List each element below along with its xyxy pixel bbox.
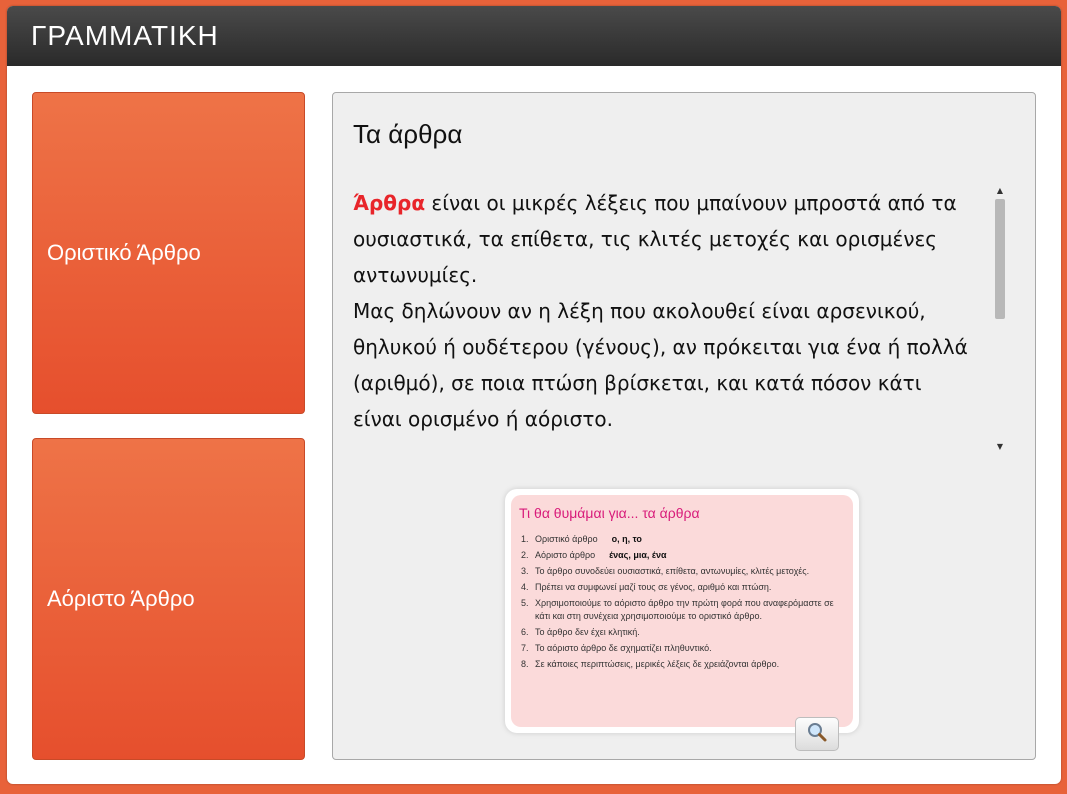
summary-item-number: 7. <box>521 643 529 653</box>
summary-list-item <box>521 597 847 623</box>
content-title: Τα άρθρα <box>353 119 463 149</box>
summary-card-title: Τι θα θυμάμαι για... τα άρθρα <box>519 505 700 521</box>
highlight-word: Άρθρα <box>353 191 426 215</box>
summary-item-text <box>535 581 771 594</box>
summary-item-label: Πρέπει να συμφωνεί μαζί τους σε γένος, αριθμό και πτώση. <box>535 582 772 592</box>
article-text-area[interactable] <box>353 185 973 455</box>
summary-item-text <box>535 597 847 623</box>
content-panel <box>332 92 1036 760</box>
summary-item-label: Αόριστο άρθρο <box>535 550 596 560</box>
summary-item-label: Το άρθρο δεν έχει κλητική. <box>535 627 640 637</box>
magnifier-icon <box>806 721 828 747</box>
header-bar <box>7 6 1061 66</box>
summary-list-item <box>521 658 847 671</box>
paragraph-1-text: είναι οι μικρές λέξεις που μπαίνουν μπροστά από τα ουσιαστικά, τα επίθετα, τις κλιτές μετοχές και ορισμένες αντωνυμίες. <box>353 191 957 287</box>
indefinite-article-label: Αόριστο Άρθρο <box>47 586 195 611</box>
summary-item-label: Το αόριστο άρθρο δε σχηματίζει πληθυντικό. <box>535 643 712 653</box>
paragraph-1 <box>353 185 973 293</box>
summary-item-label: Το άρθρο συνοδεύει ουσιαστικά, επίθετα, αντωνυμίες, κλιτές μετοχές. <box>535 566 810 576</box>
summary-item-text <box>535 626 640 639</box>
summary-item-number: 5. <box>521 598 529 608</box>
summary-card[interactable] <box>505 489 859 733</box>
summary-item-number: 8. <box>521 659 529 669</box>
summary-item-text <box>535 533 642 546</box>
paragraph-2: Μας δηλώνουν αν η λέξη που ακολουθεί είναι αρσενικού, θηλυκού ή ουδέτερου (γένους), αν πρόκειται για ένα ή πολλά (αριθμό), σε ποια πτώση βρίσκεται, και κατά πόσον κάτι είναι ορισμένο ή αόριστο. <box>353 299 968 431</box>
scroll-down-arrow[interactable]: ▼ <box>996 442 1004 451</box>
summary-list-item <box>521 626 847 639</box>
summary-item-forms: ένας, μια, ένα <box>609 550 667 560</box>
summary-item-number: 1. <box>521 534 529 544</box>
summary-list-item <box>521 581 847 594</box>
summary-list-item <box>521 565 847 578</box>
summary-item-label: Σε κάποιες περιπτώσεις, μερικές λέξεις δε χρειάζονται άρθρο. <box>535 659 780 669</box>
definite-article-label: Οριστικό Άρθρο <box>47 240 201 265</box>
summary-item-label: Χρησιμοποιούμε το αόριστο άρθρο την πρώτη φορά που αναφερόμαστε σε κάτι και στη συνέχεια χρησιμοποιούμε το οριστικό άρθρο. <box>535 598 834 621</box>
definite-article-button[interactable] <box>32 92 305 414</box>
summary-item-text <box>535 549 667 562</box>
summary-item-label: Οριστικό άρθρο <box>535 534 598 544</box>
summary-item-number: 2. <box>521 550 529 560</box>
summary-list-item <box>521 533 847 546</box>
summary-item-text <box>535 658 779 671</box>
summary-item-text <box>535 642 712 655</box>
summary-item-number: 3. <box>521 566 529 576</box>
summary-item-number: 6. <box>521 627 529 637</box>
summary-item-number: 4. <box>521 582 529 592</box>
zoom-button[interactable] <box>795 717 839 751</box>
scroll-up-arrow[interactable]: ▲ <box>996 186 1004 195</box>
page-title: ΓΡΑΜΜΑΤΙΚΗ <box>31 20 219 51</box>
summary-list-item <box>521 549 847 562</box>
summary-item-forms: ο, η, το <box>611 534 642 544</box>
indefinite-article-button[interactable] <box>32 438 305 760</box>
summary-card-inner <box>511 495 853 727</box>
app-frame <box>7 6 1061 784</box>
summary-list <box>521 533 847 674</box>
scroll-thumb[interactable] <box>995 199 1005 319</box>
summary-item-text <box>535 565 809 578</box>
text-scrollbar[interactable] <box>993 185 1007 453</box>
summary-list-item <box>521 642 847 655</box>
